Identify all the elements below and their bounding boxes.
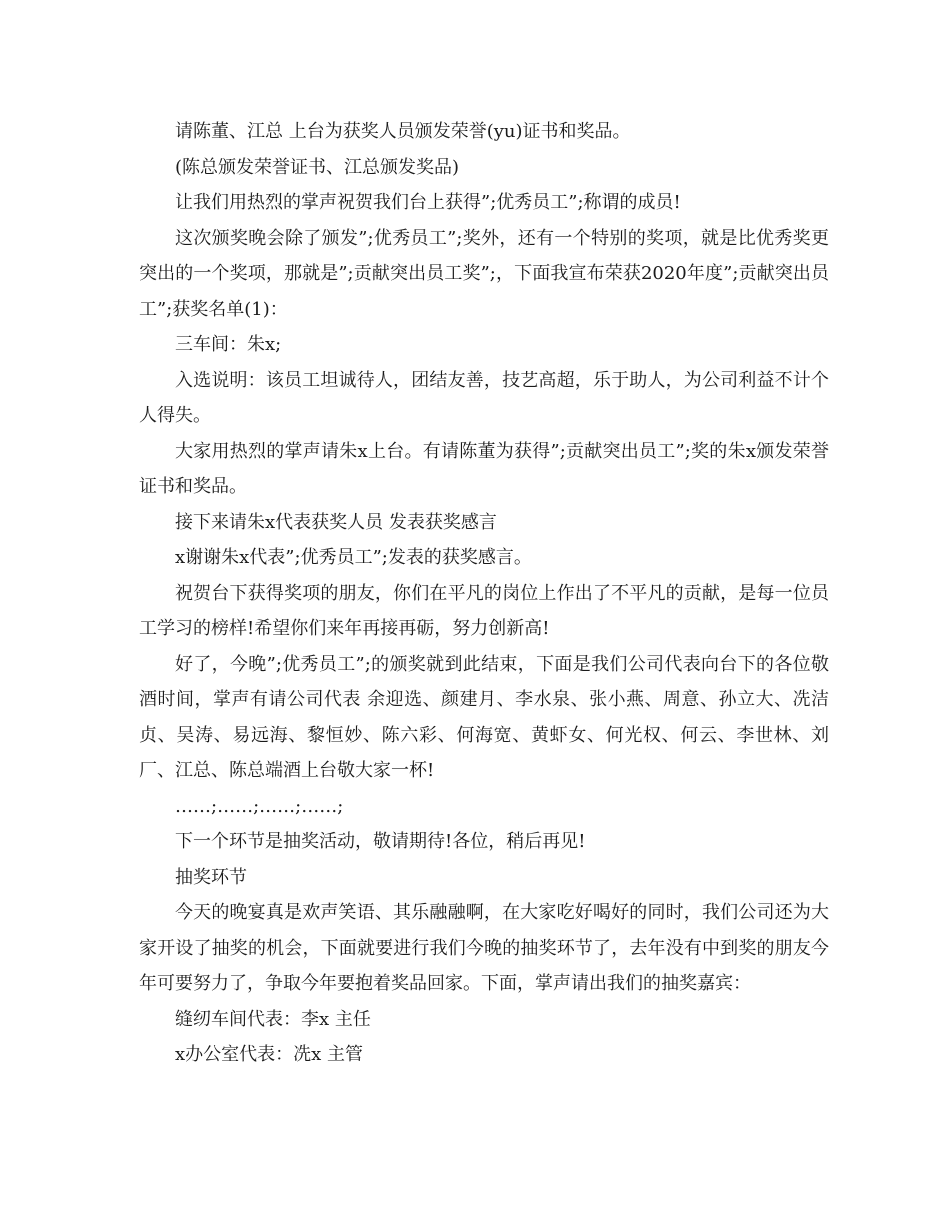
paragraph-applause: 让我们用热烈的掌声祝贺我们台上获得”;优秀员工”;称谓的成员! — [175, 192, 681, 213]
paragraph-selection-note: 入选说明：该员工坦诚待人，团结友善，技艺高超，乐于助人，为公司利益不计个人得失。 — [139, 369, 829, 426]
paragraph-award-note: (陈总颁发荣誉证书、江总颁发奖品) — [175, 156, 460, 178]
paragraph-speech-invite: 接下来请朱x代表获奖人员 发表获奖感言 — [175, 511, 497, 533]
paragraph-winner-onstage: 大家用热烈的掌声请朱x上台。有请陈董为获得”;贡献突出员工”;奖的朱x颁发荣誉证书和奖品。 — [139, 440, 829, 497]
paragraph-winner: 三车间：朱x; — [175, 334, 282, 355]
section-heading-lottery: 抽奖环节 — [175, 866, 247, 888]
paragraph-award-invite: 请陈董、江总 上台为获奖人员颁发荣誉(yu)证书和奖品。 — [175, 121, 631, 142]
paragraph-toast: 好了，今晚”;优秀员工”;的颁奖就到此结束，下面是我们公司代表向台下的各位敬酒时间，掌声有请公司代表 余迎选、颜建月、李水泉、张小燕、周意、孙立大、冼洁贞、吴涛、易远海、黎恒妙、陈六彩、何海宽、黄虾女、何光权、何云、李世林、刘厂、江总、陈总端酒上台敬大家一杯! — [139, 653, 829, 781]
paragraph-speech-thanks: x谢谢朱x代表”;优秀员工”;发表的获奖感言。 — [175, 547, 532, 568]
paragraph-special-award: 这次颁奖晚会除了颁发”;优秀员工”;奖外，还有一个特别的奖项，就是比优秀奖更突出的一个奖项，那就是”;贡献突出员工奖”;，下面我宣布荣获2020年度”;贡献突出员工”;获奖名单(1)： — [139, 227, 829, 320]
document-body — [139, 114, 829, 1073]
paragraph-guest-sewing: 缝纫车间代表：李x 主任 — [175, 1008, 371, 1030]
paragraph-congratulations: 祝贺台下获得奖项的朋友，你们在平凡的岗位上作出了不平凡的贡献，是每一位员工学习的榜样!希望你们来年再接再砺，努力创新高! — [139, 582, 829, 639]
paragraph-lottery-intro: 今天的晚宴真是欢声笑语、其乐融融啊，在大家吃好喝好的同时，我们公司还为大家开设了抽奖的机会，下面就要进行我们今晚的抽奖环节了，去年没有中到奖的朋友今年可要努力了，争取今年要抱着奖品回家。下面，掌声请出我们的抽奖嘉宾： — [139, 902, 829, 994]
paragraph-guest-office: x办公室代表：冼x 主管 — [175, 1044, 364, 1065]
paragraph-ellipsis: ……;……;……;……; — [175, 795, 344, 817]
paragraph-next-segment: 下一个环节是抽奖活动，敬请期待!各位，稍后再见! — [175, 831, 586, 852]
